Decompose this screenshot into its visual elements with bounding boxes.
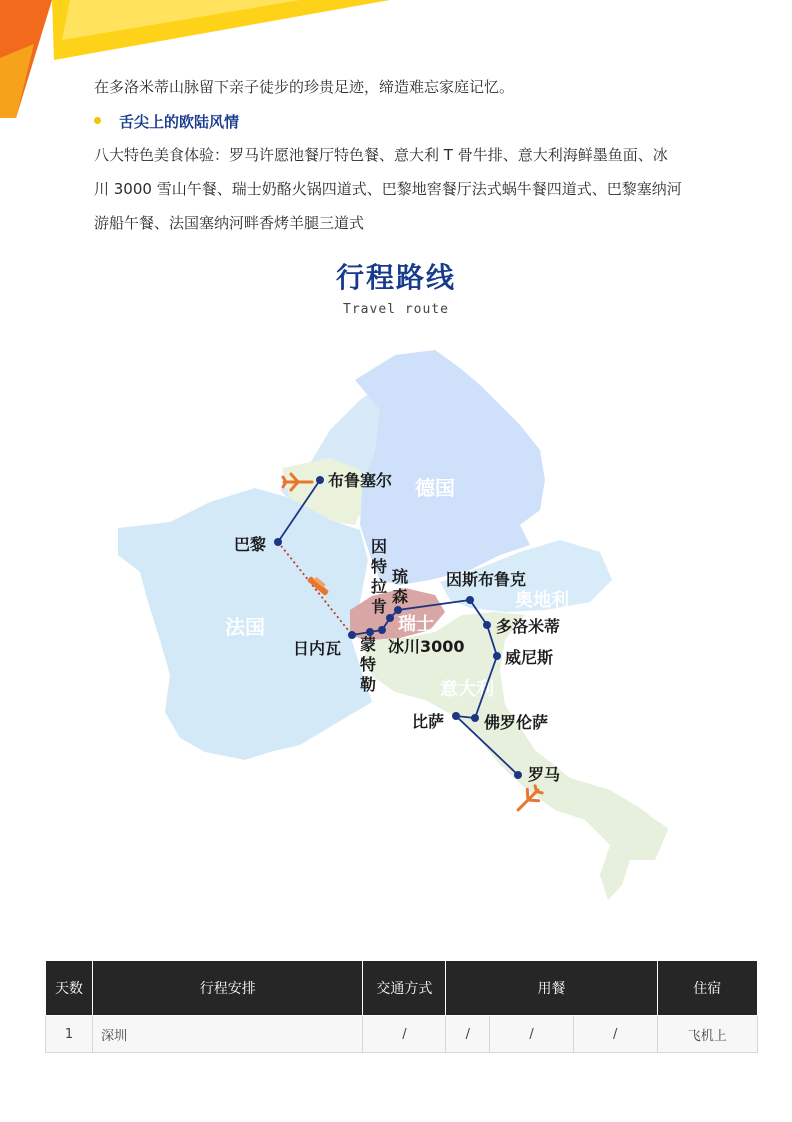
route-subtitle: Travel route	[343, 302, 449, 317]
cell-day: 1	[46, 1016, 93, 1053]
dot-pisa	[452, 712, 460, 720]
city-rome: 罗马	[528, 765, 561, 784]
dot-geneva	[348, 631, 356, 639]
city-venice: 威尼斯	[505, 648, 554, 667]
dot-interlaken	[386, 614, 394, 622]
cell-transport: /	[363, 1016, 446, 1053]
cell-plan: 深圳	[93, 1016, 363, 1053]
food-line-1: 八大特色美食体验：罗马许愿池餐厅特色餐、意大利 T 骨牛排、意大利海鲜墨鱼面、冰	[94, 146, 668, 164]
label-italy: 意大利	[440, 679, 494, 700]
table-row	[46, 1016, 758, 1053]
dot-lucerne	[394, 606, 402, 614]
intro-paragraph: 在多洛米蒂山脉留下亲子徒步的珍贵足迹，缔造难忘家庭记忆。	[94, 78, 515, 96]
city-pisa: 比萨	[412, 712, 445, 731]
cell-meal-breakfast: /	[446, 1016, 490, 1053]
city-interlaken-1: 因	[371, 537, 388, 556]
route-title: 行程路线	[335, 261, 456, 294]
label-germany: 德国	[415, 476, 455, 500]
cell-meal-lunch: /	[490, 1016, 574, 1053]
city-interlaken-4: 肯	[371, 597, 388, 616]
route-map	[0, 340, 792, 920]
bullet-heading	[94, 111, 239, 132]
header-meals: 用餐	[446, 961, 657, 1016]
table-header-row	[46, 961, 758, 1016]
city-florence: 佛罗伦萨	[484, 713, 549, 732]
dot-florence	[471, 714, 479, 722]
city-interlaken-3: 拉	[371, 577, 388, 596]
header-stay: 住宿	[657, 961, 757, 1016]
city-lucerne-1: 琉	[392, 567, 409, 586]
dot-dolomites	[483, 621, 491, 629]
food-line-2: 川 3000 雪山午餐、瑞士奶酪火锅四道式、巴黎地窖餐厅法式蜗牛餐四道式、巴黎塞纳河	[94, 180, 682, 198]
dot-glacier3000	[378, 626, 386, 634]
schedule-table	[45, 960, 758, 1053]
city-glacier3000: 冰川3000	[388, 637, 465, 656]
header-transport: 交通方式	[363, 961, 446, 1016]
dot-innsbruck	[466, 596, 474, 604]
cell-stay: 飞机上	[657, 1016, 757, 1053]
city-montreux-1: 蒙	[360, 635, 377, 654]
city-innsbruck: 因斯布鲁克	[446, 570, 527, 589]
dot-brussels	[316, 476, 324, 484]
city-montreux-2: 特	[360, 655, 377, 674]
label-switzerland: 瑞士	[398, 614, 434, 635]
city-interlaken-2: 特	[371, 557, 388, 576]
dot-paris	[274, 538, 282, 546]
dot-venice	[493, 652, 501, 660]
food-line-3: 游船午餐、法国塞纳河畔香烤羊腿三道式	[94, 214, 365, 232]
label-france: 法国	[225, 615, 265, 639]
cell-meal-dinner: /	[573, 1016, 657, 1053]
city-paris: 巴黎	[234, 535, 267, 554]
bullet-dot-icon	[94, 117, 101, 124]
route-map-svg	[0, 340, 792, 920]
label-austria: 奥地利	[515, 590, 569, 611]
dot-rome	[514, 771, 522, 779]
city-lucerne-2: 森	[392, 587, 409, 606]
city-brussels: 布鲁塞尔	[328, 471, 393, 490]
bullet-title: 舌尖上的欧陆风情	[119, 113, 240, 131]
food-paragraph	[94, 138, 734, 240]
header-day: 天数	[46, 961, 93, 1016]
city-dolomites: 多洛米蒂	[496, 617, 561, 636]
header-plan: 行程安排	[93, 961, 363, 1016]
city-geneva: 日内瓦	[293, 639, 342, 658]
city-montreux-3: 勒	[360, 675, 377, 694]
